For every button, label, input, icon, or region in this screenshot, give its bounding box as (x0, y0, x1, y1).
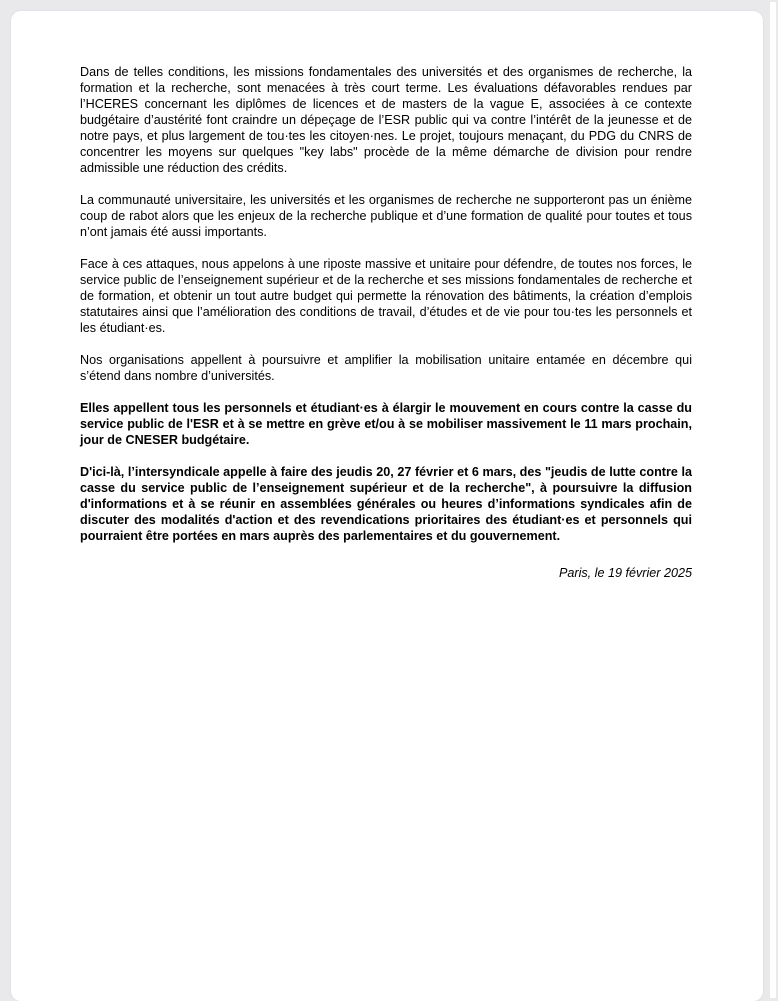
paragraph-riposte: Face à ces attaques, nous appelons à une riposte massive et unitaire pour défendre, de toutes nos forces, le service public de l’enseignement supérieur et de la recherche et ses missions fondamentales de recherche et de formation, et obtenir un tout autre budget qui permette la rénovation des bâtiments, la création d’emplois statutaires ainsi que l’amélioration des conditions de travail, d’études et de vie pour tou·tes les personnels et les étudiant·es. (80, 257, 692, 335)
scrollbar[interactable] (770, 2, 776, 998)
paragraph-mobilisation: Nos organisations appellent à poursuivre et amplifier la mobilisation unitaire entamée en décembre qui s’étend dans nombre d’universités. (80, 353, 692, 383)
paragraph-appel-greve: Elles appellent tous les personnels et étudiant·es à élargir le mouvement en cours contre la casse du service public de l'ESR et à se mettre en grève et/ou à se mobiliser massivement le 11 mars prochain, jour de CNESER budgétaire. (80, 401, 692, 447)
signature-date: Paris, le 19 février 2025 (558, 566, 692, 580)
paragraph-jeudis-de-lutte: D'ici-là, l’intersyndicale appelle à faire des jeudis 20, 27 février et 6 mars, des "jeudis de lutte contre la casse du service public de l’enseignement supérieur et de la recherche", à poursuivre la diffusion d'informations et à se réunir en assemblées générales ou heures d’informations syndicales afin de discuter des modalités d'action et des revendications prioritaires des étudiant·es et personnels qui pourraient être portées en mars auprès des parlementaires et du gouvernement. (80, 465, 692, 543)
paragraph-communaute: La communauté universitaire, les universités et les organismes de recherche ne supporteront pas un énième coup de rabot alors que les enjeux de la recherche publique et d’une formation de qualité pour toutes et tous n’ont jamais été aussi importants. (80, 193, 692, 239)
document-body (80, 64, 692, 597)
document-page (11, 11, 763, 1001)
paragraph-conditions: Dans de telles conditions, les missions fondamentales des universités et des organismes de recherche, la formation et la recherche, sont menacées à très court terme. Les évaluations défavorables rendues par l’HCERES concernant les diplômes de licences et de masters de la vague E, associées à ce contexte budgétaire d’austérité font craindre un dépeçage de l’ESR public qui va contre l’intérêt de la jeunesse et de notre pays, et plus largement de tou·tes les citoyen·nes. Le projet, toujours menaçant, du PDG du CNRS de concentrer les moyens sur quelques "key labs" procède de la même démarche de division pour rendre admissible une réduction des crédits. (80, 65, 692, 175)
